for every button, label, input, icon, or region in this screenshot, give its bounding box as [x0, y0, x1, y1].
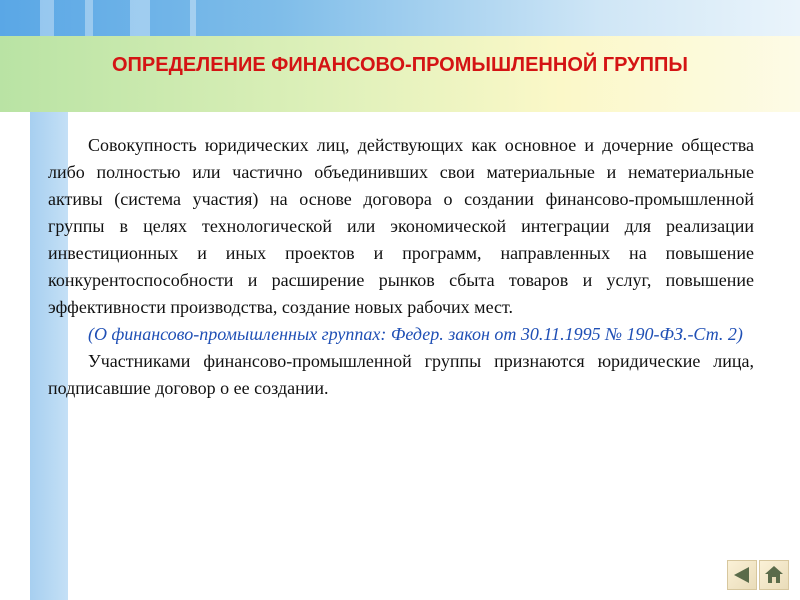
participants-paragraph: Участниками финансово-промышленной группы признаются юридические лица, подписавшие договор о ее создании.: [48, 351, 754, 398]
slide-navigation: [727, 560, 789, 592]
back-arrow-icon: [731, 564, 753, 586]
home-button[interactable]: [759, 560, 789, 590]
banner-stripe: [130, 0, 150, 36]
slide-title: ОПРЕДЕЛЕНИЕ ФИНАНСОВО-ПРОМЫШЛЕННОЙ ГРУППЫ: [111, 54, 688, 76]
slide-content: [48, 132, 754, 402]
top-banner: [0, 0, 800, 36]
definition-paragraph: Совокупность юридических лиц, действующих как основное и дочерние общества либо полностью или частично объединивших свои материальные и нематериальные активы (система участия) на основе договора о создании финансово-промышленной группы в целях технологической или экономической интеграции для реализации инвестиционных и иных проектов и программ, направленных на повышение конкурентоспособности и расширение рынков сбыта товаров и услуг, повышение эффективности производства, создание новых рабочих мест.: [48, 135, 754, 317]
banner-stripe: [190, 0, 196, 36]
back-button[interactable]: [727, 560, 757, 590]
law-reference: (О финансово-промышленных группах: Федер. закон от 30.11.1995 № 190-ФЗ.-Ст. 2): [88, 324, 743, 344]
banner-stripe: [85, 0, 93, 36]
home-icon: [763, 564, 785, 586]
banner-stripe: [40, 0, 54, 36]
